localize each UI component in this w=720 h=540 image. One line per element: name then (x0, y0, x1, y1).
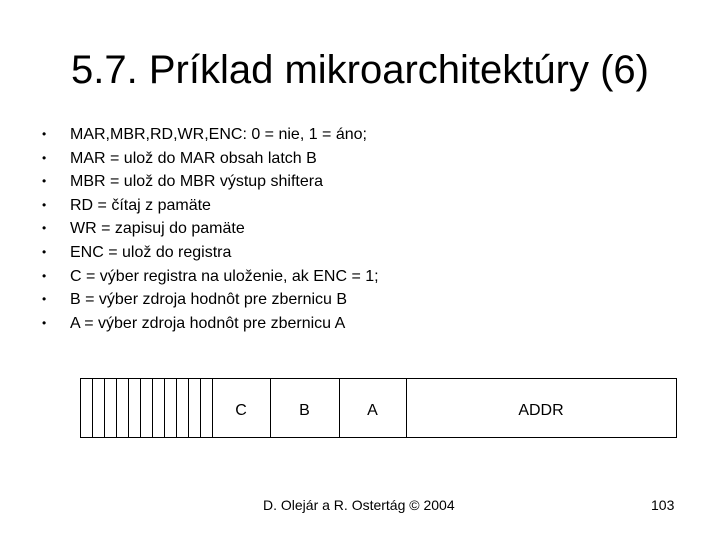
footer-credit: D. Olejár a R. Ostertág © 2004 (263, 497, 455, 513)
field-label-c: C (235, 402, 247, 419)
field-label-a: A (367, 402, 378, 419)
field-divider (104, 379, 105, 437)
bullet-icon: • (42, 127, 47, 141)
field-divider (128, 379, 129, 437)
microinstruction-register (80, 378, 677, 438)
bullet-item (40, 147, 379, 171)
field-divider (200, 379, 201, 437)
field-divider (140, 379, 141, 437)
field-divider (116, 379, 117, 437)
bullet-item (40, 288, 379, 312)
field-label-b: B (299, 402, 310, 419)
bullet-item (40, 170, 379, 194)
field-divider (176, 379, 177, 437)
field-divider (188, 379, 189, 437)
bullet-item (40, 217, 379, 241)
bullet-icon: • (42, 221, 47, 236)
bullet-text: MAR = ulož do MAR obsah latch B (70, 149, 317, 167)
bullet-icon: • (42, 174, 47, 189)
bullet-item (40, 241, 379, 265)
bullet-text: A = výber zdroja hodnôt pre zbernicu A (70, 314, 346, 332)
bullet-item (40, 123, 379, 147)
field-divider (92, 379, 93, 437)
bullet-item (40, 265, 379, 289)
bullet-text: C = výber registra na uloženie, ak ENC = 1; (70, 267, 379, 285)
bullet-icon: • (42, 268, 47, 283)
bullet-icon: • (42, 292, 47, 307)
bullet-text: ENC = ulož do registra (70, 243, 232, 261)
bullet-icon: • (42, 197, 47, 212)
bullet-icon: • (42, 150, 47, 165)
bullet-icon: • (42, 315, 47, 330)
bullet-list (40, 123, 379, 335)
bullet-text: MBR = ulož do MBR výstup shiftera (70, 173, 323, 191)
bullet-text: MAR,MBR,RD,WR,ENC: 0 = nie, 1 = áno; (70, 126, 367, 143)
page-number: 103 (651, 497, 675, 513)
bullet-icon: • (42, 244, 47, 259)
slide-title: 5.7. Príklad mikroarchitektúry (6) (71, 48, 649, 92)
bullet-text: RD = čítaj z pamäte (70, 196, 211, 214)
field-divider (152, 379, 153, 437)
bullet-text: B = výber zdroja hodnôt pre zbernicu B (70, 291, 348, 309)
bullet-text: WR = zapisuj do pamäte (70, 220, 245, 238)
field-label-addr: ADDR (518, 402, 564, 419)
bullet-item (40, 194, 379, 218)
bullet-item (40, 312, 379, 336)
field-divider (164, 379, 165, 437)
